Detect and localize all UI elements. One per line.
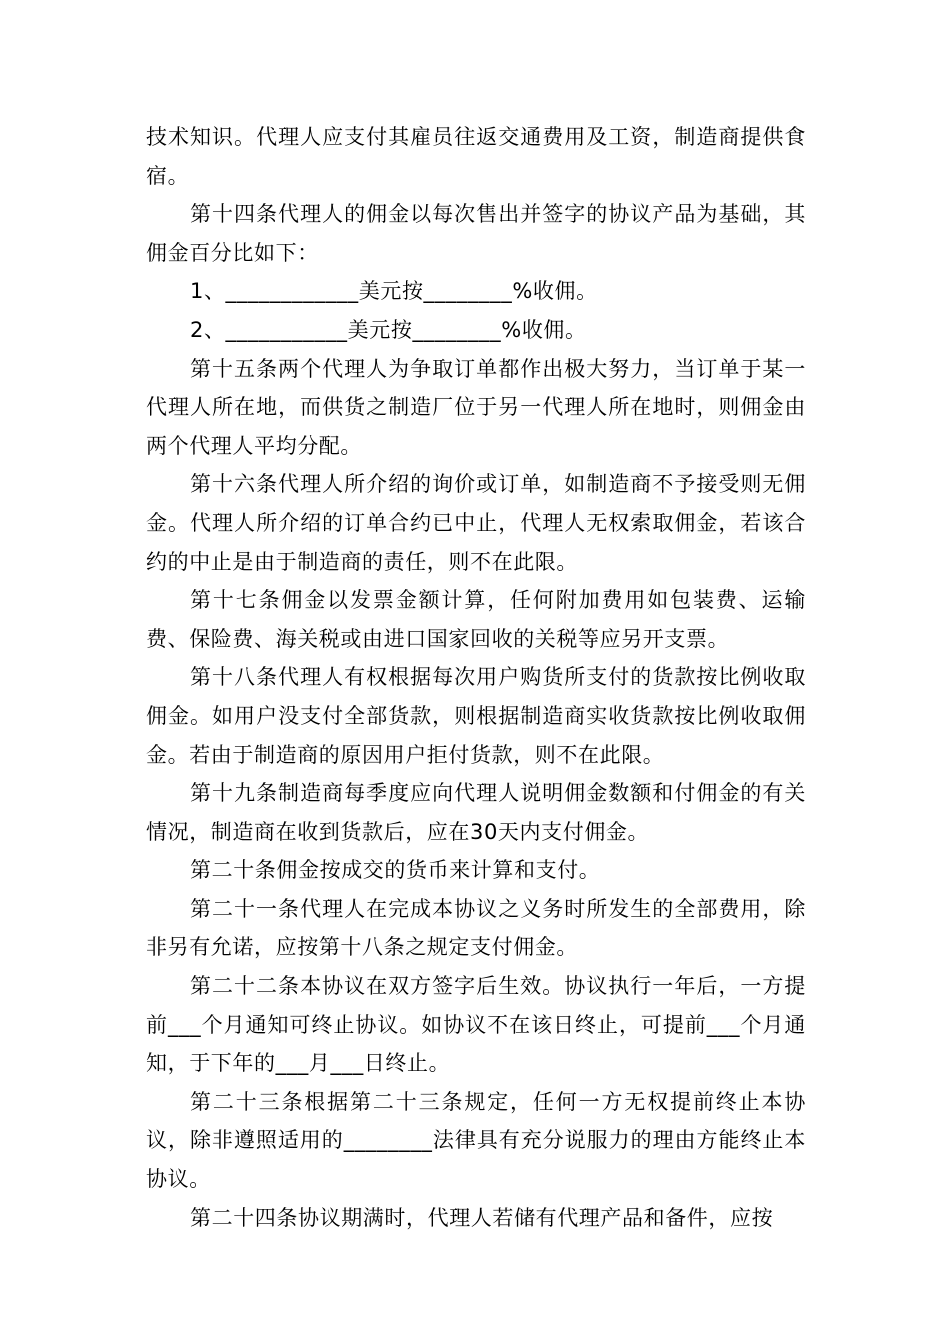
paragraph-article-23: 第二十三条根据第二十三条规定，任何一方无权提前终止本协议，除非遵照适用的________法律具有充分说服力的理由方能终止本协议。 <box>146 1089 806 1192</box>
paragraph-article-18: 第十八条代理人有权根据每次用户购货所支付的货款按比例收取佣金。如用户没支付全部货款，则根据制造商实收货款按比例收取佣金。若由于制造商的原因用户拒付货款，则不在此限。 <box>146 665 806 767</box>
paragraph-article-24: 第二十四条协议期满时，代理人若储有代理产品和备件，应按 <box>190 1205 774 1230</box>
commission-item-2: 2、___________美元按________%收佣。 <box>190 317 587 342</box>
commission-item-1: 1、____________美元按________%收佣。 <box>190 279 598 304</box>
paragraph-article-14: 第十四条代理人的佣金以每次售出并签字的协议产品为基础，其佣金百分比如下： <box>146 202 806 265</box>
paragraph: 技术知识。代理人应支付其雇员往返交通费用及工资，制造商提供食宿。 <box>146 125 806 188</box>
paragraph-article-20: 第二十条佣金按成交的货币来计算和支付。 <box>190 858 601 883</box>
paragraph-article-22: 第二十二条本协议在双方签字后生效。协议执行一年后，一方提前___个月通知可终止协议。如协议不在该日终止，可提前___个月通知，于下年的___月___日终止。 <box>146 974 806 1076</box>
paragraph-article-16: 第十六条代理人所介绍的询价或订单，如制造商不予接受则无佣金。代理人所介绍的订单合约已中止，代理人无权索取佣金，若该合约的中止是由于制造商的责任，则不在此限。 <box>146 472 806 574</box>
paragraph-article-15: 第十五条两个代理人为争取订单都作出极大努力，当订单于某一代理人所在地，而供货之制造厂位于另一代理人所在地时，则佣金由两个代理人平均分配。 <box>146 356 806 458</box>
paragraph-article-19: 第十九条制造商每季度应向代理人说明佣金数额和付佣金的有关情况，制造商在收到货款后，应在30天内支付佣金。 <box>146 781 806 844</box>
paragraph-article-21: 第二十一条代理人在完成本协议之义务时所发生的全部费用，除非另有允诺，应按第十八条之规定支付佣金。 <box>146 896 806 960</box>
document-page <box>146 118 806 1237</box>
paragraph-article-17: 第十七条佣金以发票金额计算，任何附加费用如包装费、运输费、保险费、海关税或由进口国家回收的关税等应另开支票。 <box>146 588 806 651</box>
